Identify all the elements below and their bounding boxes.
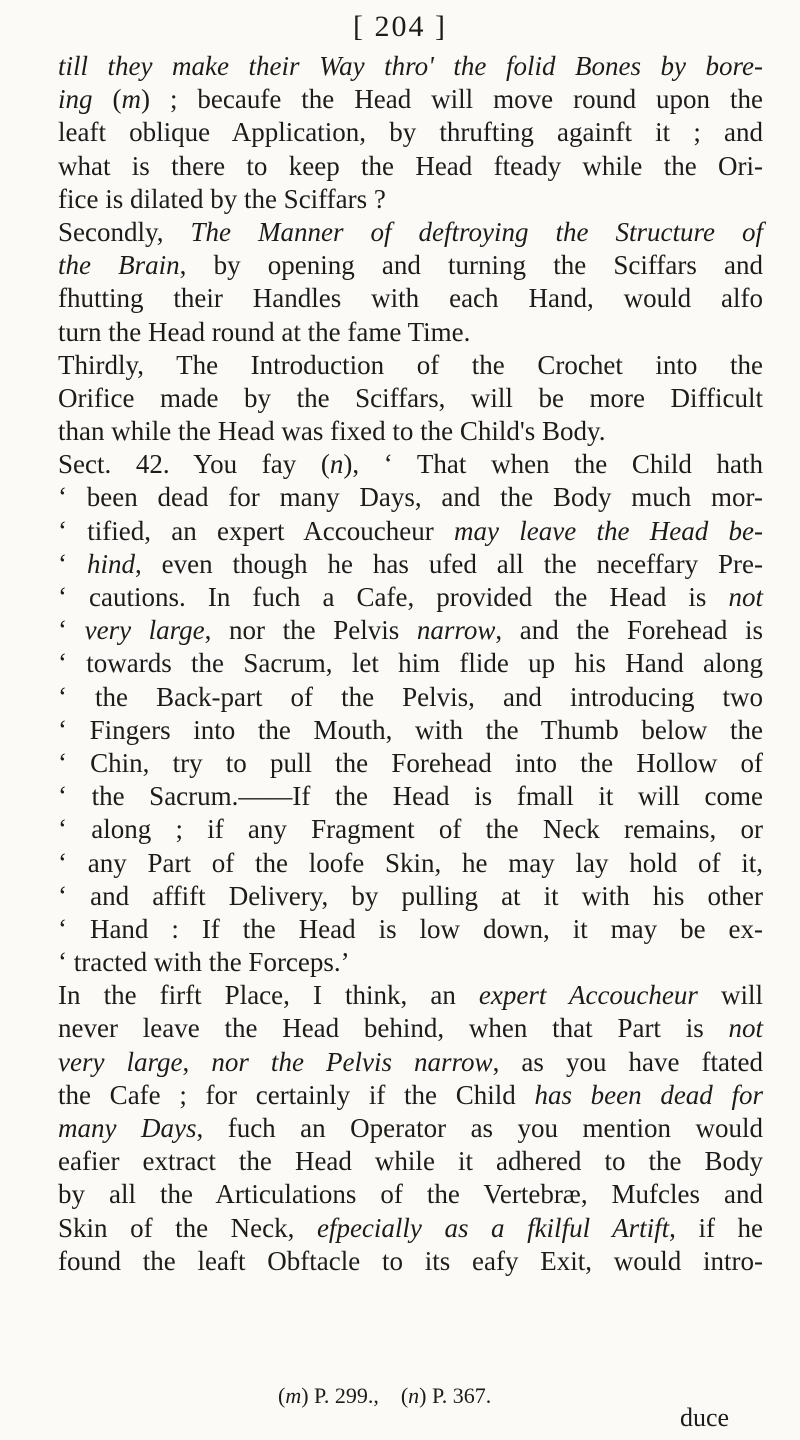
text-line: Thirdly, The Introduction of the Crochet into the: [58, 349, 763, 380]
text-line: very large, nor the Pelvis narrow, as you have ftated: [58, 1046, 764, 1077]
text-line: the Brain, by opening and turning the Sciffars and: [58, 250, 763, 281]
text-line: till they make their Way thro' the folid Bones by bore-: [58, 51, 763, 81]
text-line: In the firft Place, I think, an expert Accoucheur will: [58, 980, 763, 1011]
text-line: the Cafe ; for certainly if the Child has been dead for: [58, 1079, 764, 1110]
text-line: never leave the Head behind, when that Part is not: [58, 1013, 763, 1044]
text-line: Orifice made by the Sciffars, will be more Difficult: [58, 382, 763, 413]
text-line: ‘ Fingers into the Mouth, with the Thumb below the: [58, 714, 763, 745]
text-line: found the leaft Obftacle to its eafy Exit, would intro-: [58, 1245, 763, 1276]
text-line: ‘ very large, nor the Pelvis narrow, and the Forehead is: [58, 615, 763, 646]
text-line: ‘ towards the Sacrum, let him flide up his Hand along: [58, 648, 763, 679]
footnote-references: (m) P. 299., (n) P. 367.: [278, 1383, 492, 1408]
text-line: fhutting their Handles with each Hand, would alfo: [58, 283, 763, 314]
text-line: ‘ been dead for many Days, and the Body much mor-: [58, 482, 763, 513]
text-line: Secondly, The Manner of deftroying the Structure of: [58, 216, 763, 247]
text-line: ‘ Hand : If the Head is low down, it may be ex-: [58, 913, 763, 944]
text-line: than while the Head was fixed to the Child's Body.: [58, 416, 606, 447]
page-number: [ 204 ]: [353, 10, 447, 43]
catchword: duce: [680, 1403, 730, 1432]
text-line: ‘ tracted with the Forceps.’: [58, 947, 350, 978]
text-line: ing (m) ; becaufe the Head will move round upon the: [58, 84, 763, 115]
text-line: ‘ any Part of the loofe Skin, he may lay hold of it,: [58, 847, 763, 878]
text-line: ‘ the Sacrum.——If the Head is fmall it will come: [58, 781, 763, 812]
text-line: many Days, fuch an Operator as you mention would: [58, 1113, 763, 1143]
text-line: ‘ and affift Delivery, by pulling at it with his other: [58, 880, 763, 911]
text-line: ‘ hind, even though he has ufed all the neceffary Pre-: [58, 548, 763, 579]
text-line: Skin of the Neck, efpecially as a fkilful Artift, if he: [58, 1212, 763, 1243]
text-line: ‘ tified, an expert Accoucheur may leave the Head be-: [58, 515, 763, 546]
text-line: ‘ cautions. In fuch a Cafe, provided the Head is not: [58, 582, 763, 612]
text-line: what is there to keep the Head fteady while the Ori-: [58, 150, 763, 181]
text-line: fice is dilated by the Sciffars ?: [58, 183, 386, 214]
text-line: ‘ Chin, try to pull the Forehead into the Hollow of: [58, 747, 763, 778]
text-line: Sect. 42. You fay (n), ‘ That when the Child hath: [58, 449, 763, 480]
text-line: ‘ along ; if any Fragment of the Neck remains, or: [58, 814, 763, 845]
body-text: [58, 50, 763, 1278]
text-line: ‘ the Back-part of the Pelvis, and introducing two: [58, 681, 763, 712]
text-line: leaft oblique Application, by thrufting againft it ; and: [58, 117, 763, 148]
text-line: by all the Articulations of the Vertebræ, Mufcles and: [58, 1179, 763, 1210]
text-line: turn the Head round at the fame Time.: [58, 316, 471, 347]
text-line: eafier extract the Head while it adhered to the Body: [58, 1146, 763, 1177]
